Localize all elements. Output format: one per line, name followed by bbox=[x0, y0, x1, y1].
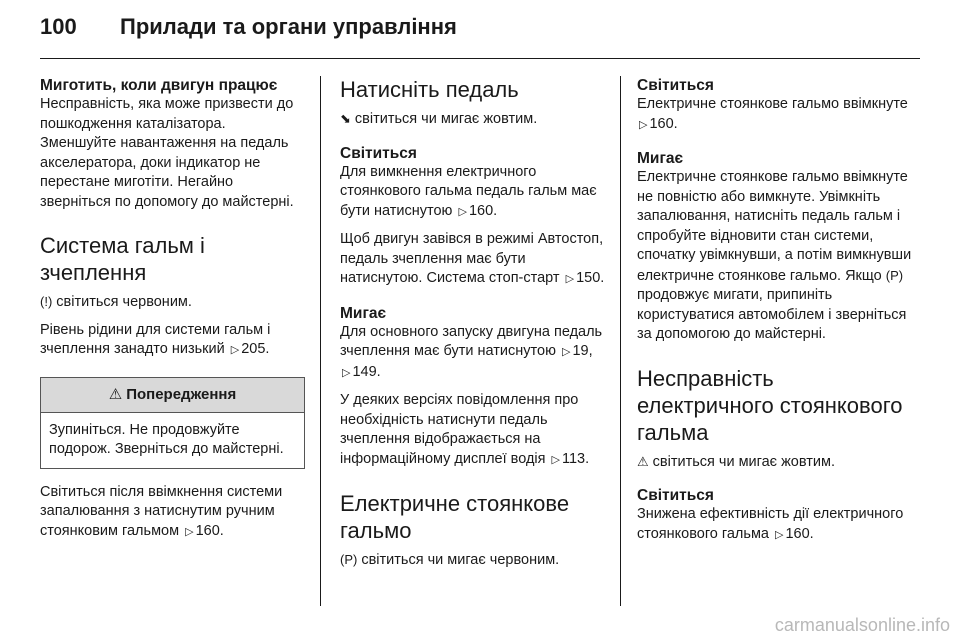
paragraph: Для вимкнення електричного стоянкового гальма педаль гальм має бути натиснутою bbox=[340, 163, 597, 219]
page-ref-arrow-icon: ▷ bbox=[775, 528, 784, 541]
page-ref-arrow-icon: ▷ bbox=[342, 366, 351, 379]
warning-text: Зупиніться. Не продовжуйте подорож. Зверніться до майстерні. bbox=[49, 421, 284, 457]
page-reference: 160. bbox=[649, 115, 678, 132]
warning-box bbox=[40, 377, 305, 469]
page-reference: 113. bbox=[562, 450, 590, 467]
section-title: Натисніть педаль bbox=[340, 77, 519, 102]
page-reference: 19, bbox=[572, 343, 593, 359]
page-reference: 160. bbox=[195, 522, 224, 539]
column-3 bbox=[637, 76, 913, 545]
header-divider bbox=[40, 58, 920, 59]
paragraph: Електричне стоянкове гальмо ввімкнуте bbox=[637, 96, 908, 112]
page-reference: 160. bbox=[468, 202, 498, 219]
page-title: Прилади та органи управління bbox=[120, 14, 457, 39]
page-ref-arrow-icon: ▷ bbox=[565, 273, 575, 285]
page-ref-arrow-icon: ▷ bbox=[230, 344, 240, 356]
paragraph: Рівень рідини для системи гальм і зчеплення занадто низький bbox=[40, 321, 271, 357]
section-heading: Мигає bbox=[637, 150, 684, 167]
section-title: Несправність електричного стоянкового гальма bbox=[637, 365, 903, 445]
indicator-text: світиться чи мигає жовтим. bbox=[652, 453, 835, 470]
page-header bbox=[40, 14, 920, 54]
indicator-text: світиться чи мигає червоним. bbox=[361, 552, 560, 568]
warning-title: Попередження bbox=[126, 385, 237, 403]
indicator-text: світиться червоним. bbox=[56, 294, 192, 310]
parking-brake-icon: (P) bbox=[340, 552, 358, 567]
page-number: 100 bbox=[40, 14, 77, 39]
warning-triangle-icon: ⚠ bbox=[108, 385, 123, 403]
paragraph: Щоб двигун завівся в режимі Автостоп, педаль зчеплення має бути натиснутою. Система стоп-старт bbox=[340, 231, 604, 286]
page-ref-arrow-icon: ▷ bbox=[639, 118, 648, 131]
indicator-text: світиться чи мигає жовтим. bbox=[354, 111, 538, 127]
column-1 bbox=[40, 76, 305, 542]
paragraph: У деяких версіях повідомлення про необхідність натиснути педаль зчеплення відображається на інформаційному дисплеї водія bbox=[340, 392, 579, 467]
paragraph: Знижена ефективність дії електричного стоянкового гальма bbox=[637, 506, 904, 542]
page-ref-arrow-icon: ▷ bbox=[561, 346, 571, 358]
page-ref-arrow-icon: ▷ bbox=[185, 525, 194, 538]
section-heading: Миготить, коли двигун працює bbox=[40, 77, 278, 94]
paragraph: продовжує мигати, припиніть користуватися автомобілем і зверніться за допомогою до майстерні. bbox=[637, 287, 907, 342]
paragraph: Електричне стоянкове гальмо ввімкнуте не повністю або вимкнуте. Увімкніть запалювання, натисніть педаль гальм і спробуйте відновити стан системи, спочатку увімкнувши, а потім вимкнувши електричне стоянкове гальмо. Якщо bbox=[637, 169, 912, 284]
page-reference: 205. bbox=[241, 341, 270, 357]
column-divider bbox=[320, 76, 321, 606]
column-2 bbox=[340, 76, 608, 571]
page-ref-arrow-icon: ▷ bbox=[458, 205, 467, 218]
watermark: carmanualsonline.info bbox=[774, 615, 950, 635]
paragraph: Світиться після ввімкнення системи запалювання з натиснутим ручним стоянковим гальмом bbox=[40, 483, 283, 539]
section-heading: Світиться bbox=[637, 487, 714, 504]
section-heading: Світиться bbox=[340, 144, 417, 162]
paragraph: Несправність, яка може призвести до пошкодження каталізатора. Зменшуйте навантаження на педаль акселератора, доки індикатор не перестане миготіти. Негайно зверніться по допомогу до майстерні. bbox=[40, 96, 294, 210]
section-heading: Світиться bbox=[637, 77, 714, 94]
paragraph: Для основного запуску двигуна педаль зчеплення має бути натиснутою bbox=[340, 323, 603, 359]
brake-warning-icon: (!) bbox=[40, 294, 53, 309]
section-title: Система гальм і зчеплення bbox=[40, 233, 205, 285]
page-ref-arrow-icon: ▷ bbox=[551, 453, 560, 466]
foot-pedal-icon: ⬊ bbox=[340, 111, 351, 126]
section-title: Електричне стоянкове гальмо bbox=[340, 491, 570, 543]
brake-fault-icon: ⚠ bbox=[637, 453, 649, 469]
page-reference: 150. bbox=[576, 270, 605, 286]
parking-brake-icon: (P) bbox=[885, 267, 904, 283]
section-heading: Мигає bbox=[340, 304, 387, 322]
column-divider bbox=[620, 76, 621, 606]
page-reference: 160. bbox=[785, 525, 814, 542]
warning-header bbox=[41, 378, 304, 413]
page-reference: 149. bbox=[352, 363, 381, 380]
